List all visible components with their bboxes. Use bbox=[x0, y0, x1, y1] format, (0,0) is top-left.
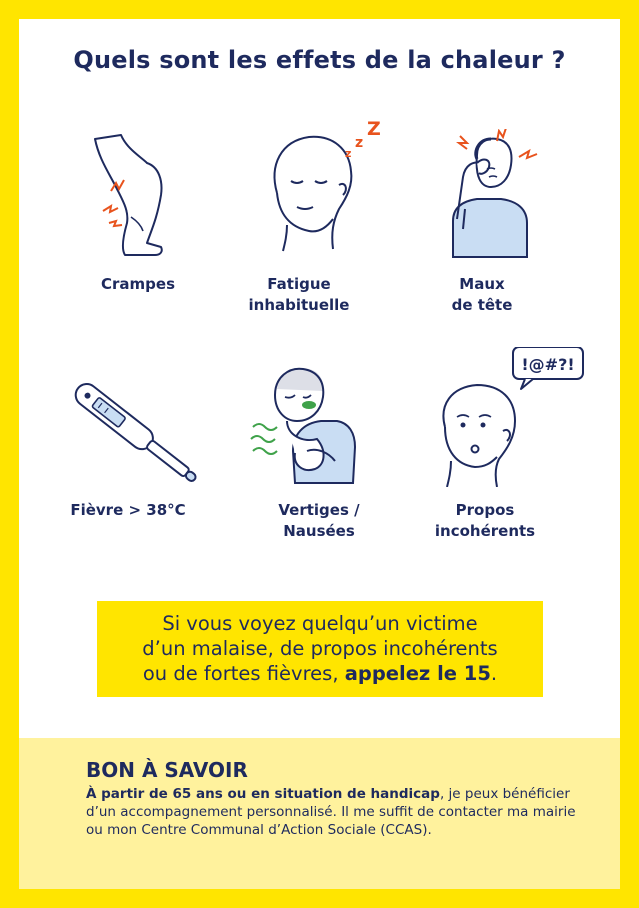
thermometer-icon bbox=[69, 377, 199, 487]
effect-label-crampes: Crampes bbox=[101, 275, 175, 293]
nauseous-person-icon bbox=[245, 355, 375, 485]
sleepy-face-icon bbox=[253, 115, 393, 255]
effect-label-fievre: Fièvre > 38°C bbox=[70, 501, 186, 519]
effect-label-propos: Propos incohérents bbox=[434, 501, 536, 540]
page-title: Quels sont les effets de la chaleur ? bbox=[73, 46, 566, 74]
effect-label-maux-de-tete: Maux de tête bbox=[451, 275, 513, 314]
emergency-callout: Si vous voyez quelqu’un victime d’un malaise, de propos incohérents ou de fortes fièvres, appelez le 15. bbox=[97, 601, 543, 697]
speech-bubble-text: !@#?! bbox=[521, 355, 575, 374]
good-to-know-text: À partir de 65 ans ou en situation de handicap, je peux bénéficier d’un accompagnement personnalisé. Il me suffit de contacter ma mairie ou mon Centre Communal d’Action Sociale (CCAS). bbox=[86, 786, 576, 838]
sleep-glyph: Z bbox=[367, 118, 381, 140]
call-15-text: appelez le 15 bbox=[344, 662, 491, 685]
leg-cramp-icon bbox=[81, 127, 191, 257]
poster bbox=[19, 19, 620, 889]
effect-label-fatigue: Fatigue inhabituelle bbox=[248, 275, 350, 314]
headache-person-icon bbox=[437, 129, 547, 259]
good-to-know-box bbox=[19, 738, 620, 889]
confused-face-icon bbox=[433, 347, 593, 487]
svg-text:z: z bbox=[355, 135, 364, 151]
good-to-know-title: BON À SAVOIR bbox=[86, 758, 248, 782]
svg-text:z: z bbox=[345, 147, 352, 160]
effect-label-vertiges: Vertiges / Nausées bbox=[278, 501, 360, 540]
